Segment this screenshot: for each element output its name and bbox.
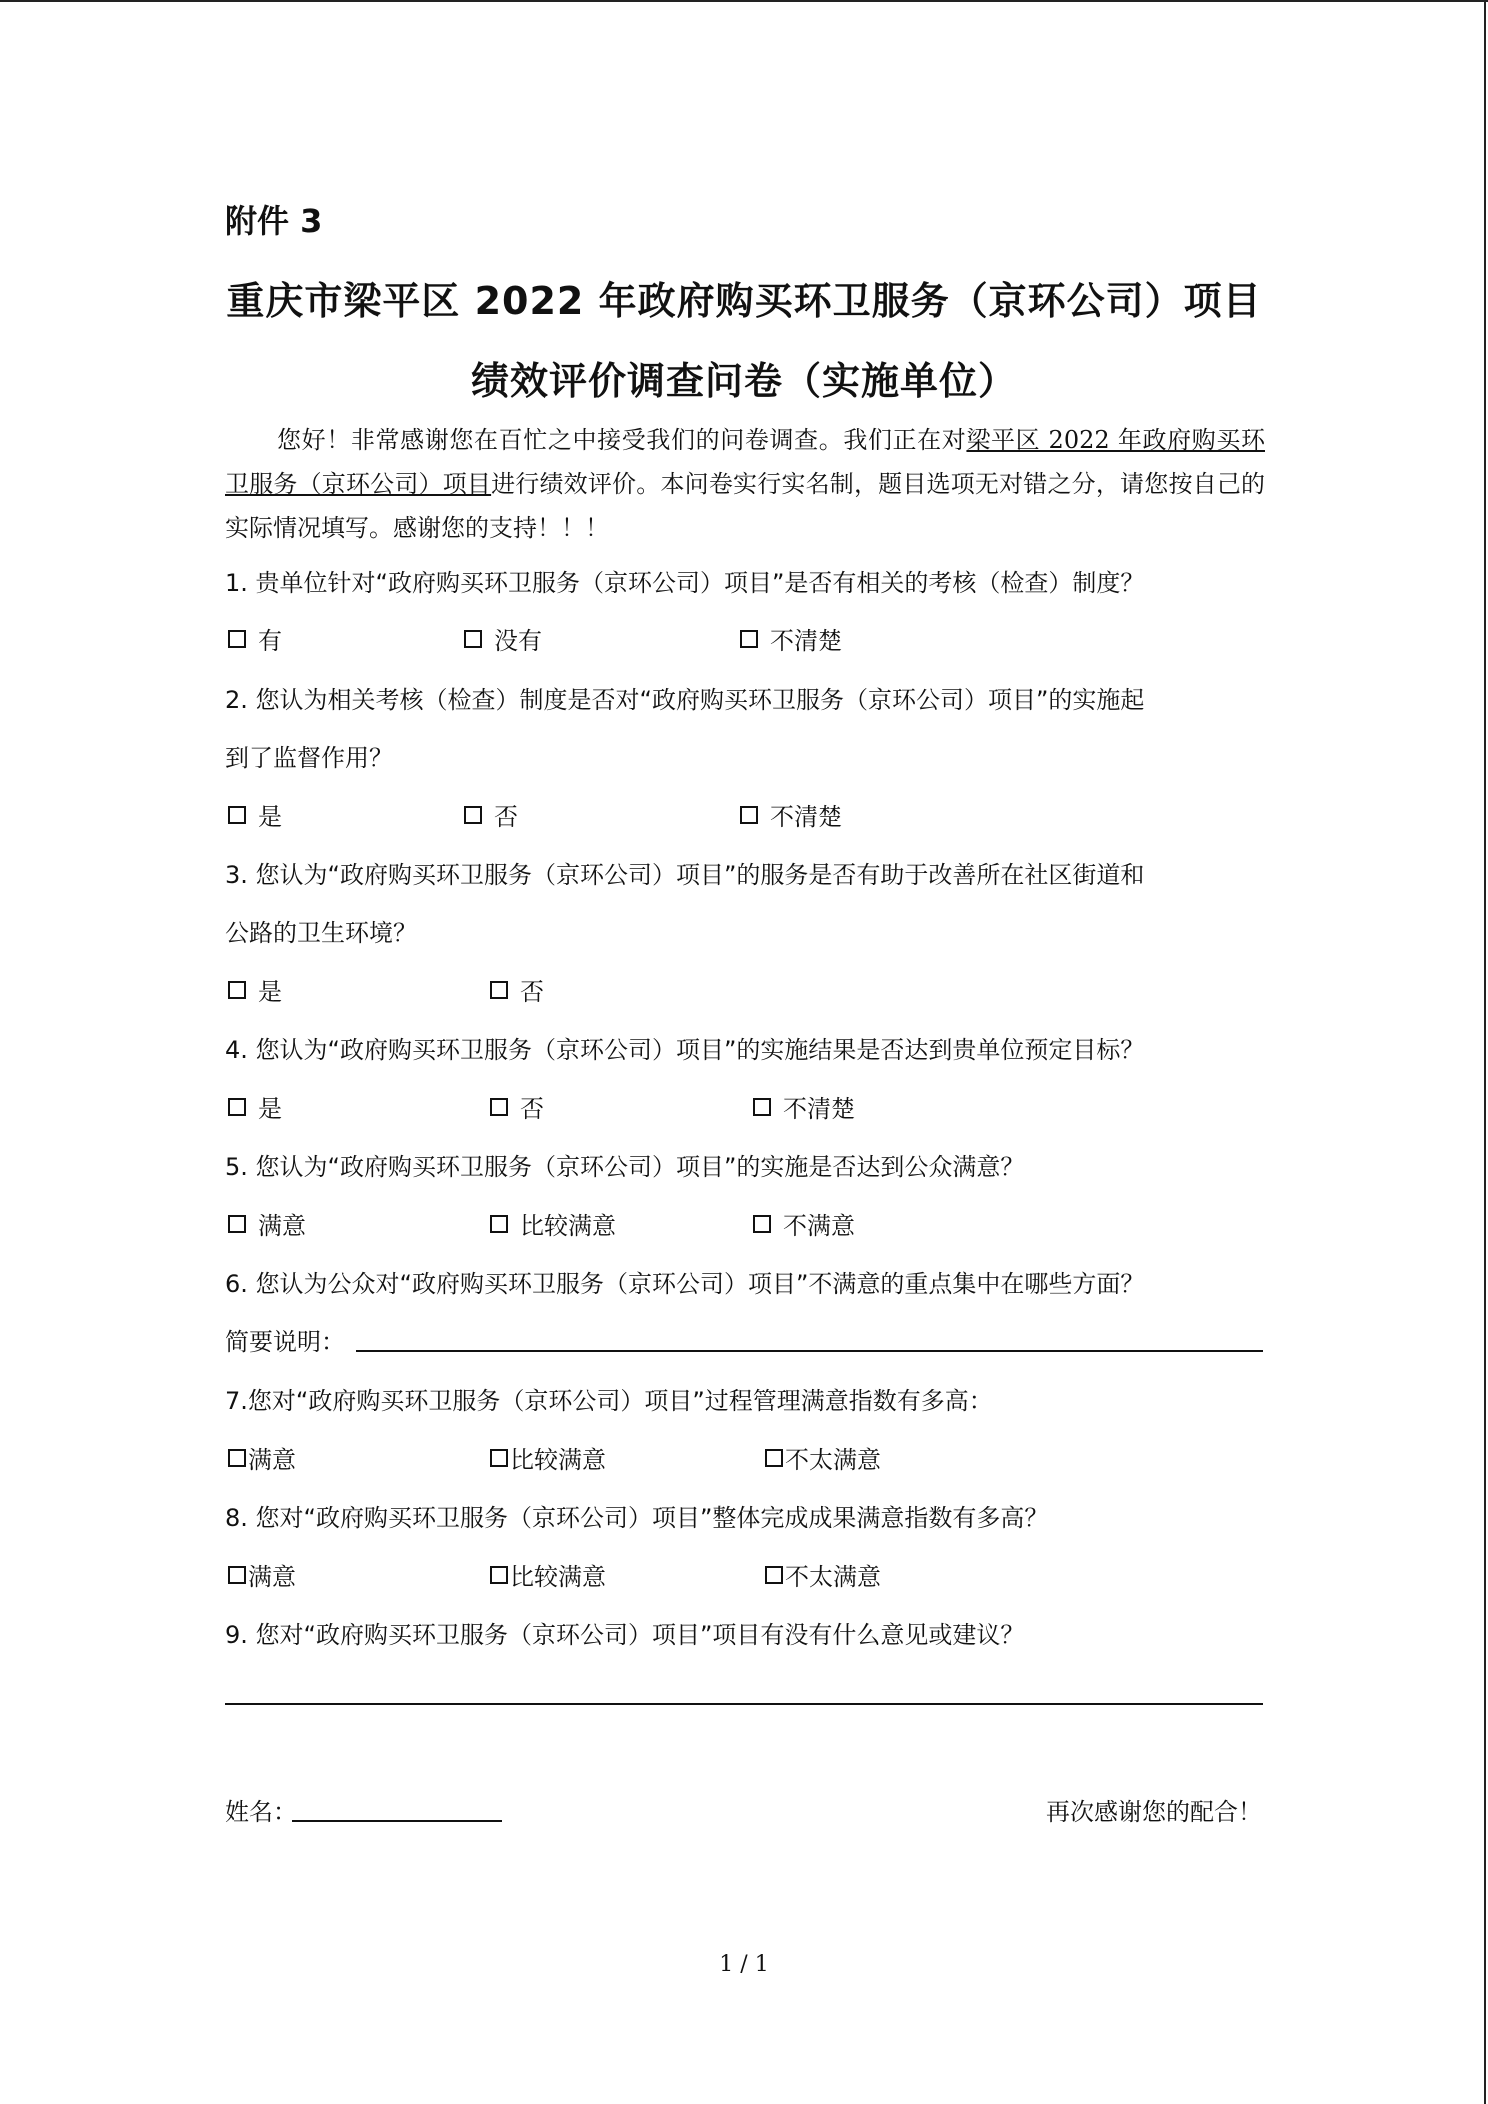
q1-option-3[interactable]	[740, 621, 842, 656]
checkbox[interactable]	[228, 1449, 246, 1467]
intro-pre: 您好！非常感谢您在百忙之中接受我们的问卷调查。我们正在对	[277, 426, 967, 454]
option-label: 不太满意	[785, 1563, 881, 1591]
question-4: 4. 您认为“政府购买环卫服务（京环公司）项目”的实施结果是否达到贵单位预定目标？	[225, 1036, 1145, 1064]
option-label: 不清楚	[783, 1095, 855, 1123]
q2-option-2[interactable]	[464, 797, 518, 832]
checkbox[interactable]	[228, 1215, 246, 1233]
checkbox[interactable]	[228, 1098, 246, 1116]
q3-option-1[interactable]	[228, 972, 282, 1007]
q4-option-1[interactable]	[228, 1089, 282, 1124]
option-label: 没有	[494, 627, 542, 655]
intro-project: 梁平区 2022 年政府购买环卫服务（京环公司）项目	[225, 426, 1265, 498]
option-label: 比较满意	[520, 1212, 616, 1240]
intro-post: 进行绩效评价。本问卷实行实名制，题目选项无对错之分，请您按自己的实际情况填写。感谢您的支持！！！	[225, 470, 1266, 542]
q2-option-1[interactable]	[228, 797, 282, 832]
option-label: 有	[258, 627, 282, 655]
page-number: 1 / 1	[719, 1952, 769, 1977]
q5-option-3[interactable]	[753, 1206, 855, 1241]
question-5: 5. 您认为“政府购买环卫服务（京环公司）项目”的实施是否达到公众满意？	[225, 1153, 1025, 1181]
checkbox[interactable]	[464, 806, 482, 824]
checkbox[interactable]	[753, 1098, 771, 1116]
question-6: 6. 您认为公众对“政府购买环卫服务（京环公司）项目”不满意的重点集中在哪些方面？	[225, 1270, 1145, 1298]
checkbox[interactable]	[490, 1215, 508, 1233]
checkbox[interactable]	[228, 1566, 246, 1584]
option-label: 满意	[258, 1212, 306, 1240]
checkbox[interactable]	[490, 981, 508, 999]
attachment-label: 附件 3	[225, 202, 323, 240]
question-1: 1. 贵单位针对“政府购买环卫服务（京环公司）项目”是否有相关的考核（检查）制度？	[225, 569, 1145, 597]
q1-option-1[interactable]	[228, 621, 282, 656]
option-label: 不太满意	[785, 1446, 881, 1474]
question-2-line-1: 2. 您认为相关考核（检查）制度是否对“政府购买环卫服务（京环公司）项目”的实施起	[225, 686, 1145, 714]
question-3-line-1: 3. 您认为“政府购买环卫服务（京环公司）项目”的服务是否有助于改善所在社区街道和	[225, 861, 1145, 889]
checkbox[interactable]	[228, 981, 246, 999]
checkbox[interactable]	[490, 1566, 508, 1584]
option-label: 满意	[248, 1446, 296, 1474]
suggestion-answer-line[interactable]	[225, 1703, 1263, 1705]
checkbox[interactable]	[464, 630, 482, 648]
option-label: 不满意	[783, 1212, 855, 1240]
question-3-line-2: 公路的卫生环境？	[225, 919, 417, 947]
question-2-line-2: 到了监督作用？	[225, 744, 393, 772]
option-label: 比较满意	[510, 1446, 606, 1474]
brief-label: 简要说明：	[225, 1328, 345, 1356]
option-label: 不清楚	[770, 627, 842, 655]
brief-answer-line[interactable]	[356, 1350, 1263, 1352]
option-label: 是	[258, 978, 282, 1006]
q4-option-2[interactable]	[490, 1089, 544, 1124]
option-label: 否	[494, 803, 518, 831]
q2-option-3[interactable]	[740, 797, 842, 832]
thanks-text: 再次感谢您的配合！	[1046, 1798, 1262, 1826]
checkbox[interactable]	[740, 630, 758, 648]
title-line-2: 绩效评价调查问卷（实施单位）	[470, 359, 1017, 403]
q8-option-3[interactable]	[765, 1557, 881, 1592]
q5-option-1[interactable]	[228, 1206, 306, 1241]
q7-option-2[interactable]	[490, 1440, 606, 1475]
question-8: 8. 您对“政府购买环卫服务（京环公司）项目”整体完成成果满意指数有多高？	[225, 1504, 1049, 1532]
q8-option-2[interactable]	[490, 1557, 606, 1592]
checkbox[interactable]	[228, 806, 246, 824]
option-label: 否	[520, 1095, 544, 1123]
page-border-top	[0, 0, 1488, 2]
checkbox[interactable]	[765, 1566, 783, 1584]
question-9: 9. 您对“政府购买环卫服务（京环公司）项目”项目有没有什么意见或建议？	[225, 1621, 1025, 1649]
q3-option-2[interactable]	[490, 972, 544, 1007]
checkbox[interactable]	[490, 1098, 508, 1116]
title-line-1: 重庆市梁平区 2022 年政府购买环卫服务（京环公司）项目	[226, 279, 1262, 323]
option-label: 不清楚	[770, 803, 842, 831]
q4-option-3[interactable]	[753, 1089, 855, 1124]
q1-option-2[interactable]	[464, 621, 542, 656]
checkbox[interactable]	[765, 1449, 783, 1467]
q8-option-1[interactable]	[228, 1557, 296, 1592]
intro-paragraph	[225, 418, 1265, 550]
q7-option-3[interactable]	[765, 1440, 881, 1475]
option-label: 比较满意	[510, 1563, 606, 1591]
name-label: 姓名：	[225, 1798, 297, 1826]
checkbox[interactable]	[490, 1449, 508, 1467]
option-label: 是	[258, 1095, 282, 1123]
name-field-line[interactable]	[292, 1820, 502, 1822]
option-label: 满意	[248, 1563, 296, 1591]
option-label: 否	[520, 978, 544, 1006]
q5-option-2[interactable]	[490, 1206, 616, 1241]
option-label: 是	[258, 803, 282, 831]
checkbox[interactable]	[740, 806, 758, 824]
q7-option-1[interactable]	[228, 1440, 296, 1475]
checkbox[interactable]	[753, 1215, 771, 1233]
checkbox[interactable]	[228, 630, 246, 648]
question-7: 7.您对“政府购买环卫服务（京环公司）项目”过程管理满意指数有多高：	[225, 1387, 993, 1415]
